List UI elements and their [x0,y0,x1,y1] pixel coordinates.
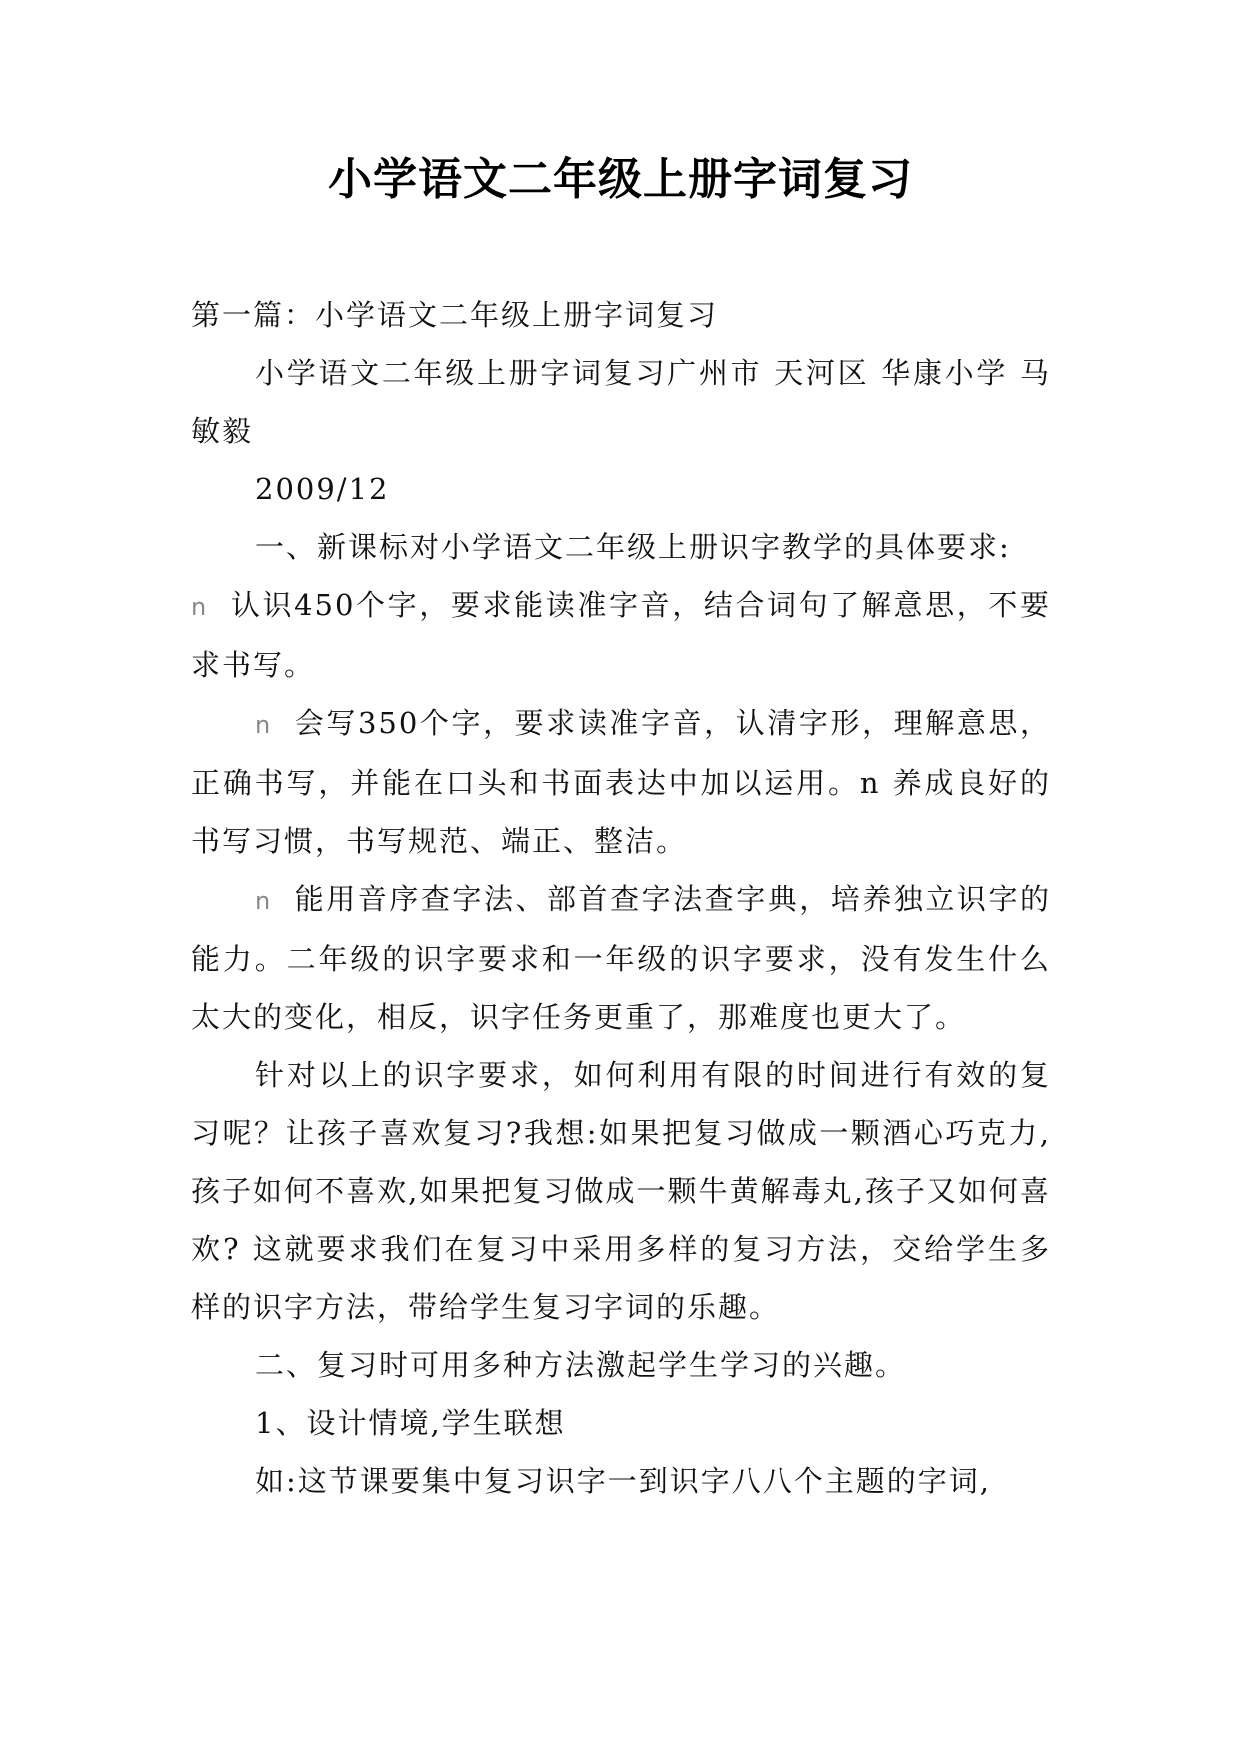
paragraph-bullet-1 [191,576,1051,694]
paragraph-text: 会写350个字，要求读准字音，认清字形，理解意思，正确书写，并能在口头和书面表达中加以运用。n 养成良好的书写习惯，书写规范、端正、整洁。 [191,706,1051,858]
paragraph-text: 如:这节课要集中复习识字一到识字八八个主题的字词, [255,1464,991,1498]
paragraph-text: 2009/12 [255,472,390,506]
paragraph-bullet-3 [191,870,1051,1046]
document-title: 小学语文二年级上册字词复习 [328,154,913,205]
paragraph-example [191,1452,1051,1510]
document-body [191,286,1051,1510]
paragraph-section-1 [191,518,1051,576]
paragraph-text: 能用音序查字法、部首查字法查字典，培养独立识字的能力。二年级的识字要求和一年级的识字要求，没有发生什么太大的变化，相反，识字任务更重了，那难度也更大了。 [191,882,1051,1034]
bullet-icon: n [191,593,209,621]
paragraph-heading [191,286,1051,344]
paragraph-text: 认识450个字，要求能读准字音，结合词句了解意思，不要求书写。 [191,588,1051,682]
paragraph-text: 1、设计情境,学生联想 [255,1406,566,1440]
paragraph-date [191,460,1051,518]
bullet-icon: n [255,887,273,915]
paragraph-text: 第一篇：小学语文二年级上册字词复习 [191,298,719,332]
paragraph-body [191,1046,1051,1336]
paragraph-text: 小学语文二年级上册字词复习广州市 天河区 华康小学 马敏毅 [191,356,1051,448]
paragraph-section-2 [191,1336,1051,1394]
paragraph-text: 二、复习时可用多种方法激起学生学习的兴趣。 [255,1348,907,1382]
paragraph-bullet-2 [191,694,1051,870]
paragraph-author [191,344,1051,460]
paragraph-subsection-1 [191,1394,1051,1452]
paragraph-text: 针对以上的识字要求，如何利用有限的时间进行有效的复习呢？让孩子喜欢复习?我想:如果把复习做成一颗酒心巧克力,孩子如何不喜欢,如果把复习做成一颗牛黄解毒丸,孩子又如何喜欢? 这就要求我们在复习中采用多样的复习方法，交给学生多样的识字方法，带给学生复习字词的乐趣。 [191,1058,1051,1324]
bullet-icon: n [255,711,273,739]
paragraph-text: 一、新课标对小学语文二年级上册识字教学的具体要求: [255,530,1011,564]
